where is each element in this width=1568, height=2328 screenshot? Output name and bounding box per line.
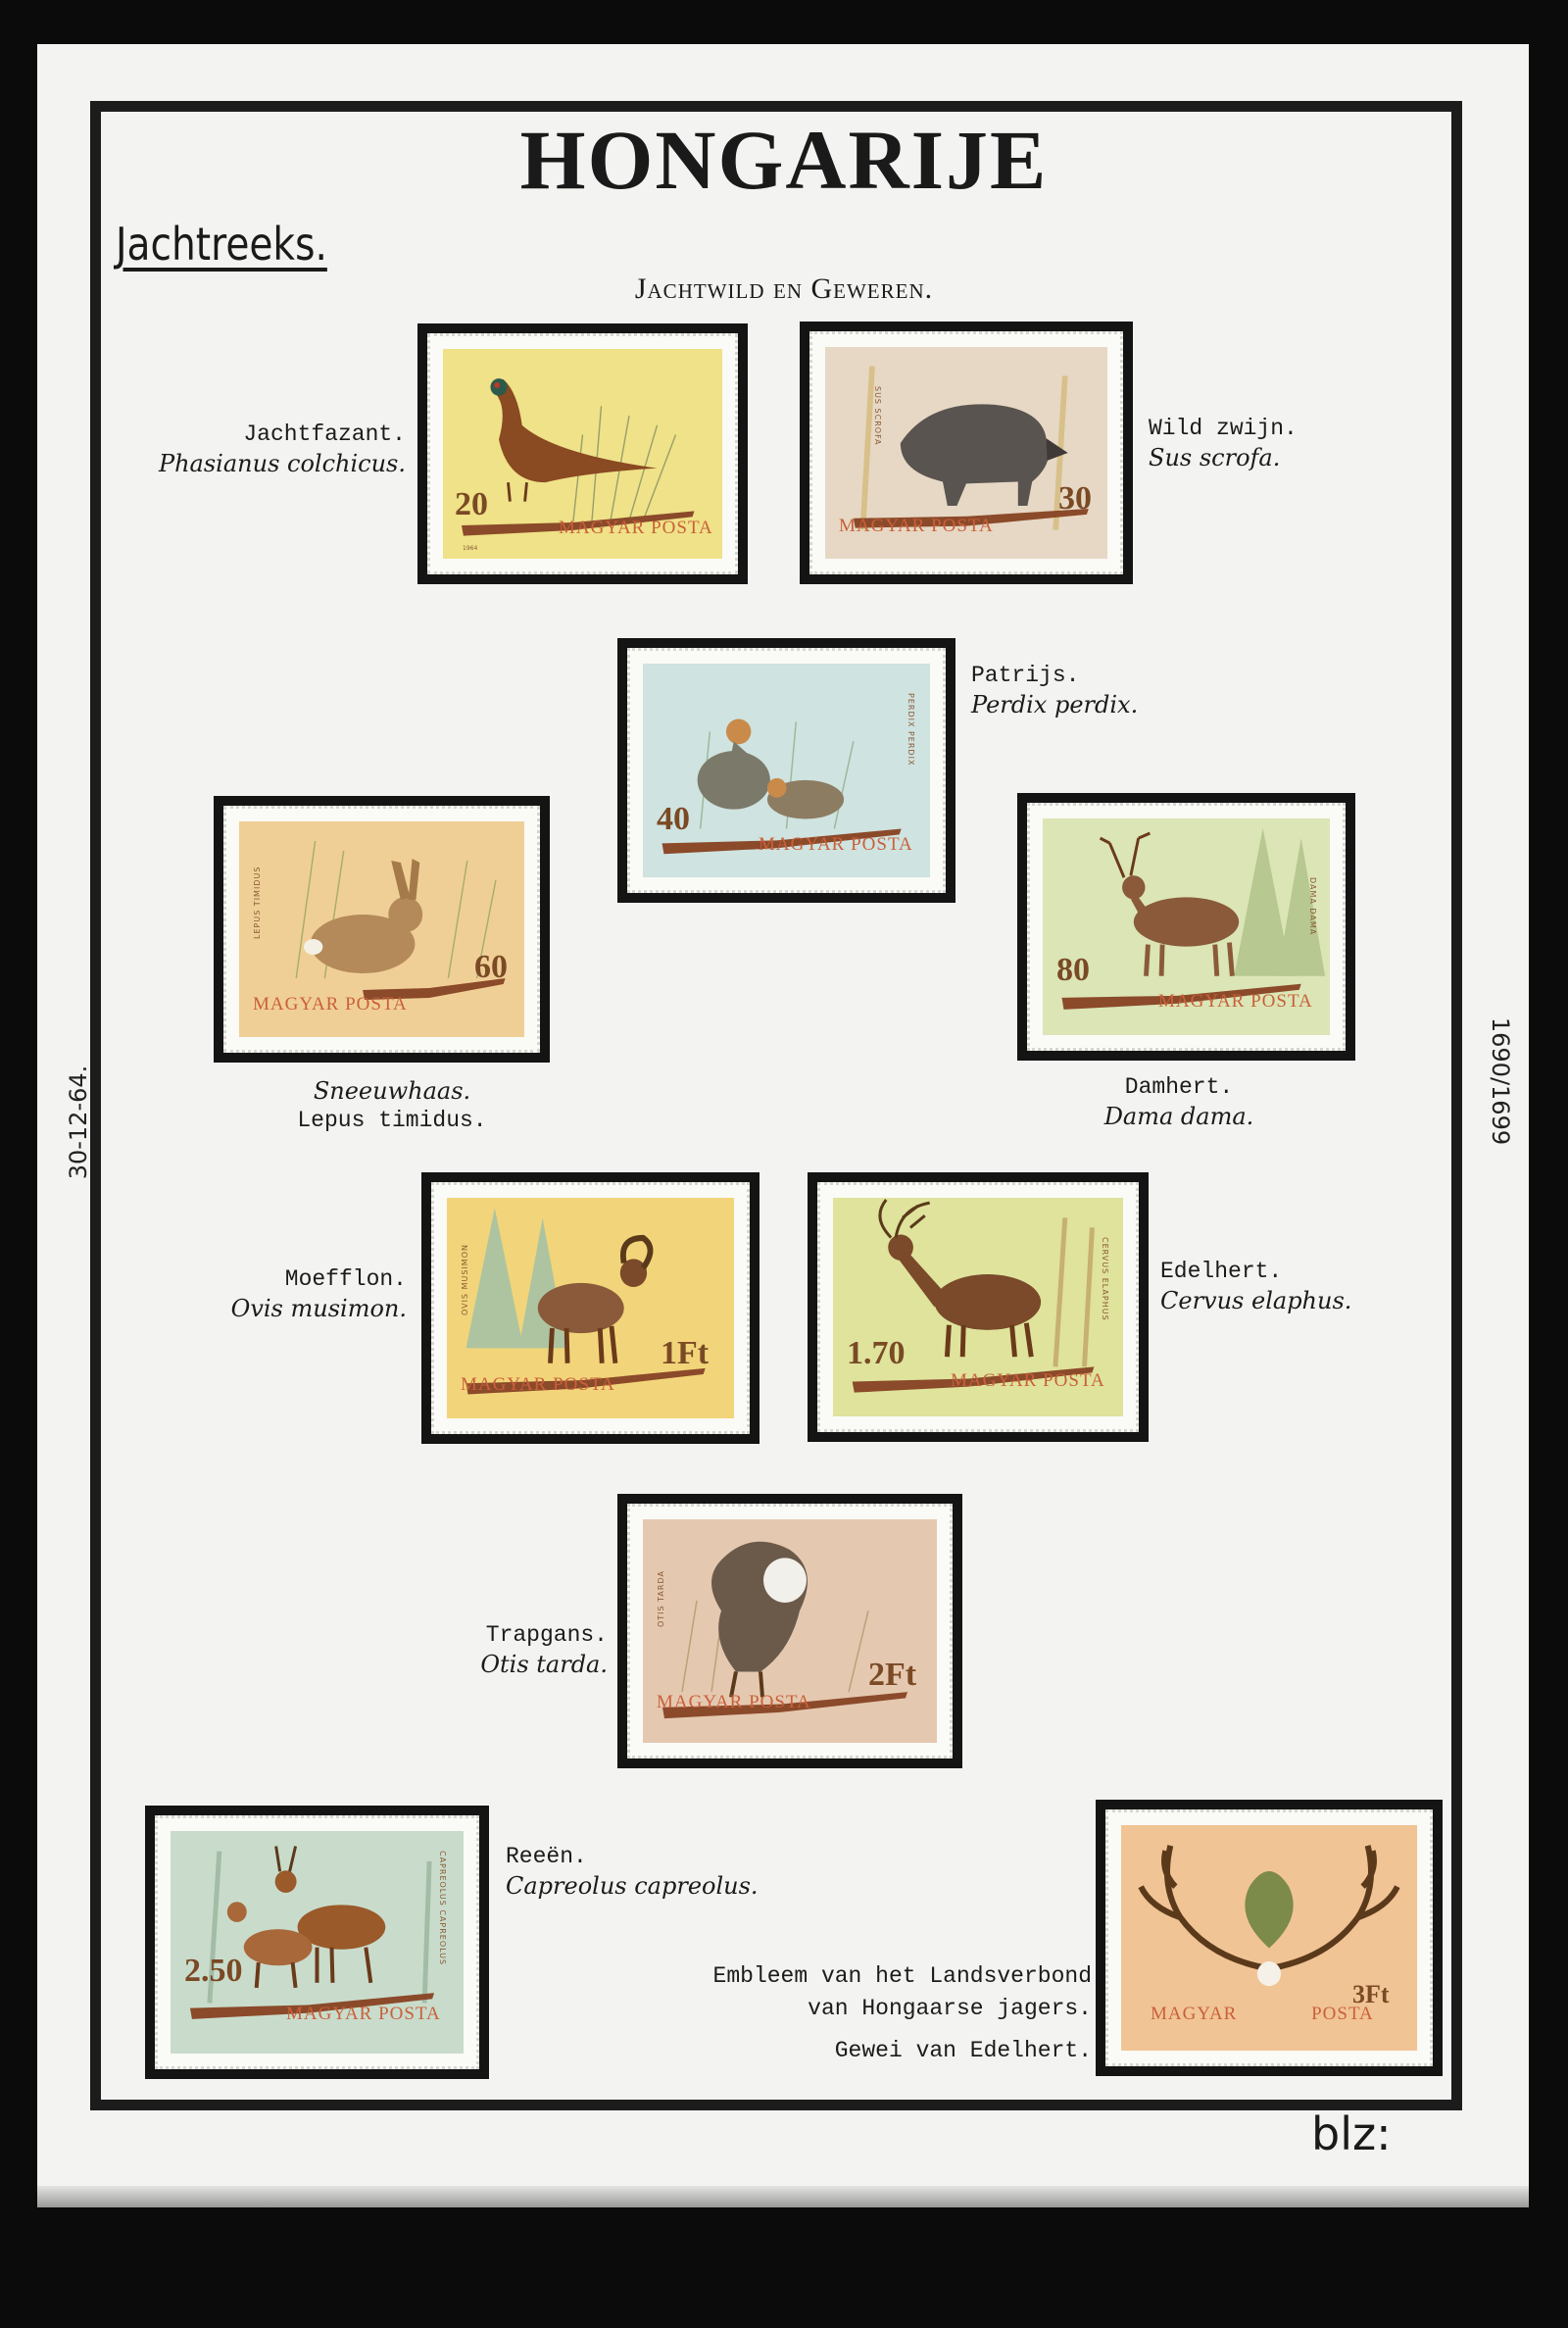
face-value: 1Ft (661, 1335, 710, 1371)
caption-hare (284, 1076, 500, 1135)
postal-inscription: MAGYAR POSTA (839, 516, 994, 536)
caption-common: Jachtfazant. (243, 421, 406, 447)
caption-wild-boar (1149, 414, 1298, 472)
stamp-wild-boar (800, 322, 1133, 584)
face-value: 40 (657, 801, 690, 837)
caption-latin: Phasianus colchicus. (158, 450, 406, 477)
face-value: 2Ft (868, 1657, 917, 1693)
caption-common: Moefflon. (284, 1266, 407, 1292)
caption-latin: Cervus elaphus. (1160, 1287, 1352, 1314)
face-value: 20 (455, 486, 488, 522)
set-subtitle: Jachtwild en Geweren. (634, 272, 934, 305)
caption-hunters-emblem (713, 1960, 1092, 2067)
caption-red-deer (1160, 1257, 1351, 1315)
postal-inscription: MAGYAR POSTA (286, 2004, 441, 2024)
caption-fallow-deer (1076, 1072, 1282, 1131)
series-heading: Jachtreeks. (116, 218, 327, 271)
stamp-mouflon (421, 1172, 760, 1444)
postal-inscription: MAGYAR POSTA (951, 1370, 1105, 1391)
caption-latin: Lepus timidus. (297, 1108, 487, 1133)
plastic-sleeve-edge (37, 2186, 1529, 2207)
caption-common: Trapgans. (485, 1622, 608, 1648)
catalog-numbers: 1690/1699 (1487, 1016, 1514, 1146)
latin-name-label: OVIS MUSIMON (461, 1244, 469, 1315)
stamp-year: 1964 (463, 545, 478, 552)
latin-name-label: DAMA DAMA (1308, 877, 1317, 936)
latin-name-label: PERDIX PERDIX (906, 693, 915, 767)
postal-inscription: MAGYAR POSTA (657, 1692, 811, 1712)
postal-inscription: MAGYAR POSTA (1158, 991, 1313, 1012)
caption-latin: Otis tarda. (480, 1651, 608, 1678)
postal-inscription: MAGYAR POSTA (759, 834, 913, 855)
face-value: 30 (1058, 480, 1092, 517)
face-value: 80 (1056, 952, 1090, 988)
stamp-red-deer (808, 1172, 1149, 1442)
stamp-partridge (617, 638, 956, 903)
caption-common: Sneeuwhaas. (313, 1077, 471, 1105)
postal-inscription: MAGYAR POSTA (253, 994, 408, 1015)
caption-latin: Perdix perdix. (971, 691, 1139, 718)
stamp-great-bustard (617, 1494, 962, 1768)
caption-common: Edelhert. (1160, 1259, 1283, 1284)
latin-name-label: OTIS TARDA (657, 1570, 665, 1627)
latin-name-label: CERVUS ELAPHUS (1101, 1237, 1109, 1321)
stamp-hare (214, 796, 550, 1063)
caption-common: Wild zwijn. (1149, 416, 1298, 441)
page-title: HONGARIJE (519, 113, 1049, 207)
caption-pheasant (159, 420, 406, 478)
stamp-hunters-emblem (1096, 1800, 1443, 2076)
latin-name-label: SUS SCROFA (873, 386, 882, 446)
face-value: 2.50 (184, 1953, 243, 1989)
latin-name-label: LEPUS TIMIDUS (253, 866, 262, 939)
caption-latin: Ovis musimon. (230, 1295, 407, 1322)
postal-inscription: MAGYAR POSTA (559, 518, 713, 538)
stamp-roe-deer (145, 1806, 489, 2079)
postal-inscription: MAGYAR POSTA (461, 1374, 615, 1395)
caption-common: Damhert. (1124, 1074, 1234, 1100)
issue-date: 30-12-64. (65, 1065, 92, 1180)
caption-latin: Dama dama. (1103, 1103, 1254, 1130)
face-value: 3Ft (1352, 1980, 1390, 2008)
caption-common: Patrijs. (971, 663, 1080, 688)
caption-mouflon (231, 1264, 407, 1323)
caption-line-1: Embleem van het Landsverbond (712, 1963, 1092, 1989)
caption-latin: Sus scrofa. (1149, 444, 1281, 471)
page-number-label: blz: (1311, 2107, 1392, 2160)
caption-roe-deer (506, 1842, 759, 1901)
caption-latin: Capreolus capreolus. (506, 1872, 759, 1900)
caption-line-3: Gewei van Edelhert. (834, 2038, 1092, 2063)
latin-name-label: CAPREOLUS CAPREOLUS (438, 1851, 447, 1966)
stamp-fallow-deer (1017, 793, 1355, 1061)
caption-common: Reeën. (506, 1844, 587, 1869)
caption-partridge (971, 661, 1138, 719)
face-value: 1.70 (847, 1335, 906, 1371)
caption-great-bustard (480, 1620, 608, 1679)
face-value: 60 (474, 949, 508, 985)
postal-inscription: MAGYAR POSTA (1151, 2004, 1374, 2024)
caption-line-2: van Hongaarse jagers. (808, 1996, 1092, 2021)
stamp-pheasant (417, 323, 748, 584)
